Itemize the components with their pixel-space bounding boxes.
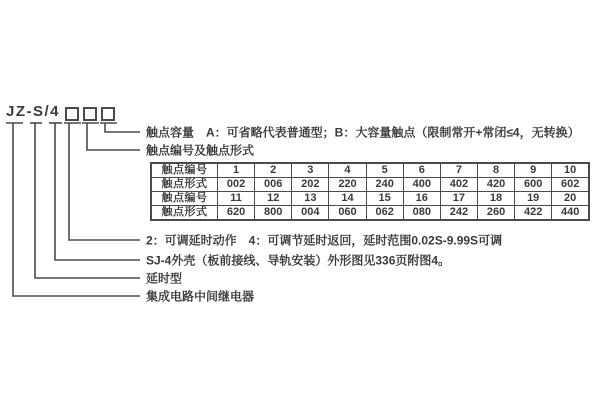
table-cell: 12 (255, 192, 292, 206)
model-designation-text: JZ-S/4 (6, 103, 61, 120)
table-cell: 14 (329, 192, 366, 206)
table-row (151, 192, 589, 206)
annotation-delay-action: 2：可调延时动作 4：可调节延时返回，延时范围0.02S-9.99S可调 (146, 233, 503, 248)
table-cell: 13 (292, 192, 329, 206)
table-cell: 17 (440, 192, 477, 206)
row-label: 触点编号 (151, 163, 218, 178)
table-cell: 402 (440, 178, 477, 192)
table-cell: 1 (218, 163, 255, 178)
table-cell: 15 (366, 192, 403, 206)
table-cell: 420 (477, 178, 514, 192)
annotation-relay-name: 集成电路中间继电器 (146, 289, 255, 304)
table-row (151, 178, 589, 192)
annotation-delay-type: 延时型 (146, 271, 183, 286)
table-row (151, 206, 589, 221)
table-cell: 260 (477, 206, 514, 221)
table-cell: 202 (292, 178, 329, 192)
table-cell: 004 (292, 206, 329, 221)
table-cell: 16 (403, 192, 440, 206)
table-cell: 6 (403, 163, 440, 178)
table-cell: 620 (218, 206, 255, 221)
table-cell: 002 (218, 178, 255, 192)
table-cell: 220 (329, 178, 366, 192)
table-cell: 20 (552, 192, 589, 206)
leader-contact-capacity (105, 123, 140, 132)
table-cell: 600 (515, 178, 552, 192)
table-cell: 8 (477, 163, 514, 178)
annotation-shell: SJ-4外壳（板前接线、导轨安装）外形图见336页附图4。 (146, 253, 451, 268)
model-placeholder-box (102, 108, 114, 120)
table-cell: 18 (477, 192, 514, 206)
table-cell: 080 (403, 206, 440, 221)
model-placeholder-box (84, 108, 96, 120)
table-cell: 9 (515, 163, 552, 178)
row-label: 触点形式 (151, 178, 218, 192)
table-cell: 422 (515, 206, 552, 221)
table-cell: 602 (552, 178, 589, 192)
leader-contact-number-form (87, 123, 140, 150)
table-row (151, 163, 589, 178)
table-cell: 440 (552, 206, 589, 221)
table-cell: 060 (329, 206, 366, 221)
annotation-contact-capacity: 触点容量 A：可省略代表普通型；B：大容量触点（限制常开+常闭≤4，无转换） (146, 125, 580, 140)
table-cell: 2 (255, 163, 292, 178)
leader-delay-action (69, 123, 140, 240)
leader-relay-name (13, 123, 140, 296)
table-cell: 11 (218, 192, 255, 206)
table-cell: 19 (515, 192, 552, 206)
table-cell: 5 (366, 163, 403, 178)
table-cell: 10 (552, 163, 589, 178)
annotation-contact-number-form: 触点编号及触点形式 (146, 143, 255, 158)
row-label: 触点形式 (151, 206, 218, 221)
table-cell: 242 (440, 206, 477, 221)
table-cell: 4 (329, 163, 366, 178)
row-label: 触点编号 (151, 192, 218, 206)
table-cell: 800 (255, 206, 292, 221)
table-cell: 3 (292, 163, 329, 178)
contact-form-table (150, 162, 590, 221)
table-cell: 400 (403, 178, 440, 192)
contact-table-body (151, 163, 589, 220)
table-cell: 006 (255, 178, 292, 192)
table-cell: 240 (366, 178, 403, 192)
table-cell: 7 (440, 163, 477, 178)
table-cell: 062 (366, 206, 403, 221)
model-placeholder-box (66, 108, 78, 120)
